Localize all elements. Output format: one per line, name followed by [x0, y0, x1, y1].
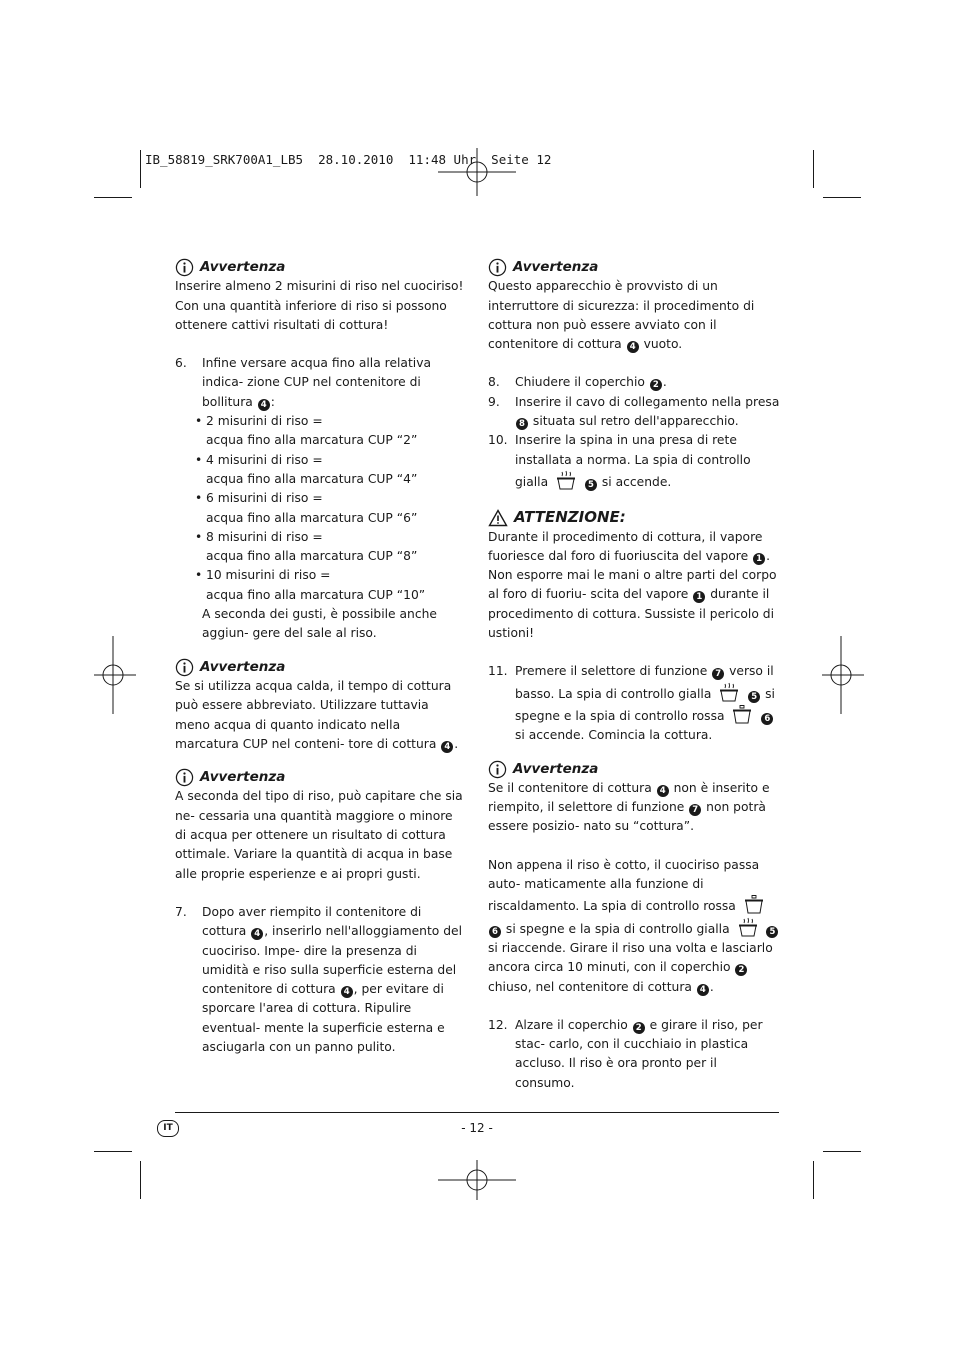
- notice-title: Avvertenza: [513, 760, 599, 777]
- crop-mark: [140, 150, 141, 188]
- crop-mark: [813, 1161, 814, 1199]
- notice-heading: [175, 658, 467, 677]
- registration-mark-right: [822, 636, 864, 714]
- part-badge: 4: [441, 741, 453, 753]
- part-badge: 1: [753, 553, 765, 565]
- part-badge: 1: [693, 591, 705, 603]
- step-text: Alzare il coperchio 2 e girare il riso, per stac- carlo, con il cucchiaio in plastica accluso. Il riso è ora pronto per il consumo.: [515, 1017, 763, 1090]
- paragraph: Non appena il riso è cotto, il cuociriso passa auto- maticamente alla funzione di riscaldamento. La spia di controllo rossa 6 si spegne e la spia di controllo gialla 5 si riaccende. Girare il riso una volta e lasciarlo ancora circa 10 minuti, con il coperchio 2 chiuso, nel contenitore di cottura 4 .: [488, 856, 780, 997]
- step-number: 7.: [175, 904, 187, 919]
- part-badge: 5: [585, 479, 597, 491]
- step-text: Infine versare acqua fino alla relativa indica- zione CUP nel contenitore di bollitura 4 :: [202, 356, 432, 410]
- heat-indicator-icon: [736, 917, 760, 939]
- notice-title: Avvertenza: [513, 259, 599, 275]
- notice-heading: [488, 258, 780, 277]
- part-badge: 7: [712, 668, 724, 680]
- heat-indicator-icon: [554, 470, 578, 492]
- step-text: A seconda dei gusti, è possibile anche aggiun- gere del sale al riso.: [202, 607, 437, 641]
- step-number: 9.: [488, 394, 500, 409]
- warning-heading: [488, 508, 780, 527]
- part-badge: 4: [341, 986, 353, 998]
- step-text: Inserire la spina in una presa di rete installata a norma. La spia di controllo gialla 5 si accende.: [515, 433, 751, 490]
- step-number: 10.: [488, 433, 508, 448]
- part-badge: 8: [516, 418, 528, 430]
- crop-mark: [823, 1151, 861, 1152]
- footer-rule: [175, 1112, 779, 1113]
- part-badge: 4: [251, 928, 263, 940]
- notice-text: Questo apparecchio è provvisto di un interruttore di sicurezza: il procedimento di cottura non può essere avviato con il contenitore di cottura 4 vuoto.: [488, 279, 755, 353]
- language-badge: IT: [157, 1120, 179, 1137]
- info-icon: [488, 258, 507, 277]
- crop-mark: [140, 1161, 141, 1199]
- info-icon: [175, 258, 194, 277]
- list-item: • 2 misurini di riso = acqua fino alla marcatura CUP “2”: [195, 414, 418, 448]
- crop-mark: [813, 150, 814, 188]
- warning-text: Durante il procedimento di cottura, il vapore fuoriesce dal foro di fuoriuscita del vapore 1 . Non esporre mai le mani o altre parti del corpo al foro di fuoriu- scita del vapore 1 durante il procedimento di cottura. Sussiste il pericolo di ustioni!: [488, 529, 777, 641]
- info-icon: [175, 658, 194, 677]
- list-item: • 4 misurini di riso = acqua fino alla marcatura CUP “4”: [195, 452, 418, 486]
- part-badge: 4: [657, 785, 669, 797]
- cooking-indicator-icon: [742, 894, 766, 916]
- list-item: • 6 misurini di riso = acqua fino alla marcatura CUP “6”: [195, 491, 418, 525]
- heat-indicator-icon: [717, 682, 741, 704]
- step-11: [488, 662, 780, 745]
- print-header: IB_58819_SRK700A1_LB5 28.10.2010 11:48 Uhr Seite 12: [145, 152, 552, 167]
- part-badge: 2: [633, 1022, 645, 1034]
- registration-mark-bottom: [438, 1160, 516, 1200]
- notice-text: Se il contenitore di cottura 4 non è inserito e riempito, il selettore di funzione 7 non potrà essere posizio- nato su “cottura”.: [488, 780, 770, 834]
- notice-text: A seconda del tipo di riso, può capitare che sia ne- cessaria una quantità maggiore o minore di acqua per ottenere un risultato di cottura ottimale. Variare la quantità di acqua in base alle proprie esperienze e ai propri gusti.: [175, 789, 463, 881]
- step-12: [488, 1016, 780, 1093]
- notice-heading: [175, 258, 467, 277]
- notice-text: Se si utilizza acqua calda, il tempo di cottura può essere abbreviato. Utilizzare tuttavia meno acqua di quanto indicato nella marcatura CUP nel conteni- tore di cottura 4 .: [175, 678, 459, 752]
- warning-triangle-icon: [488, 509, 508, 527]
- registration-mark-left: [94, 636, 136, 714]
- step-9: [488, 393, 780, 432]
- part-badge: 7: [689, 804, 701, 816]
- step-text: Premere il selettore di funzione 7 verso il basso. La spia di controllo gialla 5 si spegne e la spia di controllo rossa 6 si accende. Comincia la cottura.: [515, 664, 775, 743]
- info-icon: [175, 768, 194, 787]
- notice-text: Inserire almeno 2 misurini di riso nel cuociriso! Con una quantità inferiore di riso si possono ottenere cattivi risultati di cottura!: [175, 279, 464, 332]
- step-number: 8.: [488, 375, 500, 390]
- cooking-indicator-icon: [730, 704, 754, 726]
- step-text: Inserire il cavo di collegamento nella presa 8 situata sul retro dell'apparecchio.: [515, 394, 780, 430]
- notice-heading: [175, 768, 467, 787]
- step-10: [488, 431, 780, 492]
- crop-mark: [823, 197, 861, 198]
- part-badge: 5: [766, 926, 778, 938]
- crop-mark: [94, 1151, 132, 1152]
- warning-title: ATTENZIONE:: [514, 508, 626, 527]
- step-number: 6.: [175, 356, 187, 371]
- notice-heading: [488, 760, 780, 779]
- crop-mark: [94, 197, 132, 198]
- part-badge: 4: [258, 399, 270, 411]
- step-number: 12.: [488, 1017, 508, 1032]
- page-number: - 12 -: [461, 1121, 493, 1135]
- list-item: • 8 misurini di riso = acqua fino alla marcatura CUP “8”: [195, 529, 418, 564]
- part-badge: 4: [697, 984, 709, 996]
- part-badge: 5: [748, 691, 760, 703]
- list-item: • 10 misurini di riso = acqua fino alla marcatura CUP “10”: [195, 568, 426, 602]
- step-text: Chiudere il coperchio 2 .: [515, 375, 667, 391]
- step-6: [175, 354, 467, 412]
- notice-title: Avvertenza: [200, 658, 286, 675]
- notice-title: Avvertenza: [200, 769, 286, 786]
- step-8: [488, 373, 780, 392]
- part-badge: 4: [627, 341, 639, 353]
- part-badge: 2: [650, 379, 662, 391]
- left-column: [175, 256, 467, 1057]
- step-7: [175, 903, 467, 1057]
- step-text: Dopo aver riempito il contenitore di cottura 4 , inserirlo nell'alloggiamento del cuociriso. Impe- dire la presenza di umidità e riso sulla superficie esterna del contenitore di cottura 4 , per evitare di sporcare l'area di cottura. Ripulire eventual- mente la superficie esterna e asciugarla con un panno pulito.: [202, 904, 463, 1054]
- part-badge: 6: [761, 713, 773, 725]
- info-icon: [488, 760, 507, 779]
- part-badge: 2: [735, 964, 747, 976]
- right-column: [488, 256, 780, 1093]
- notice-title: Avvertenza: [200, 259, 286, 275]
- part-badge: 6: [489, 926, 501, 938]
- step-number: 11.: [488, 664, 508, 679]
